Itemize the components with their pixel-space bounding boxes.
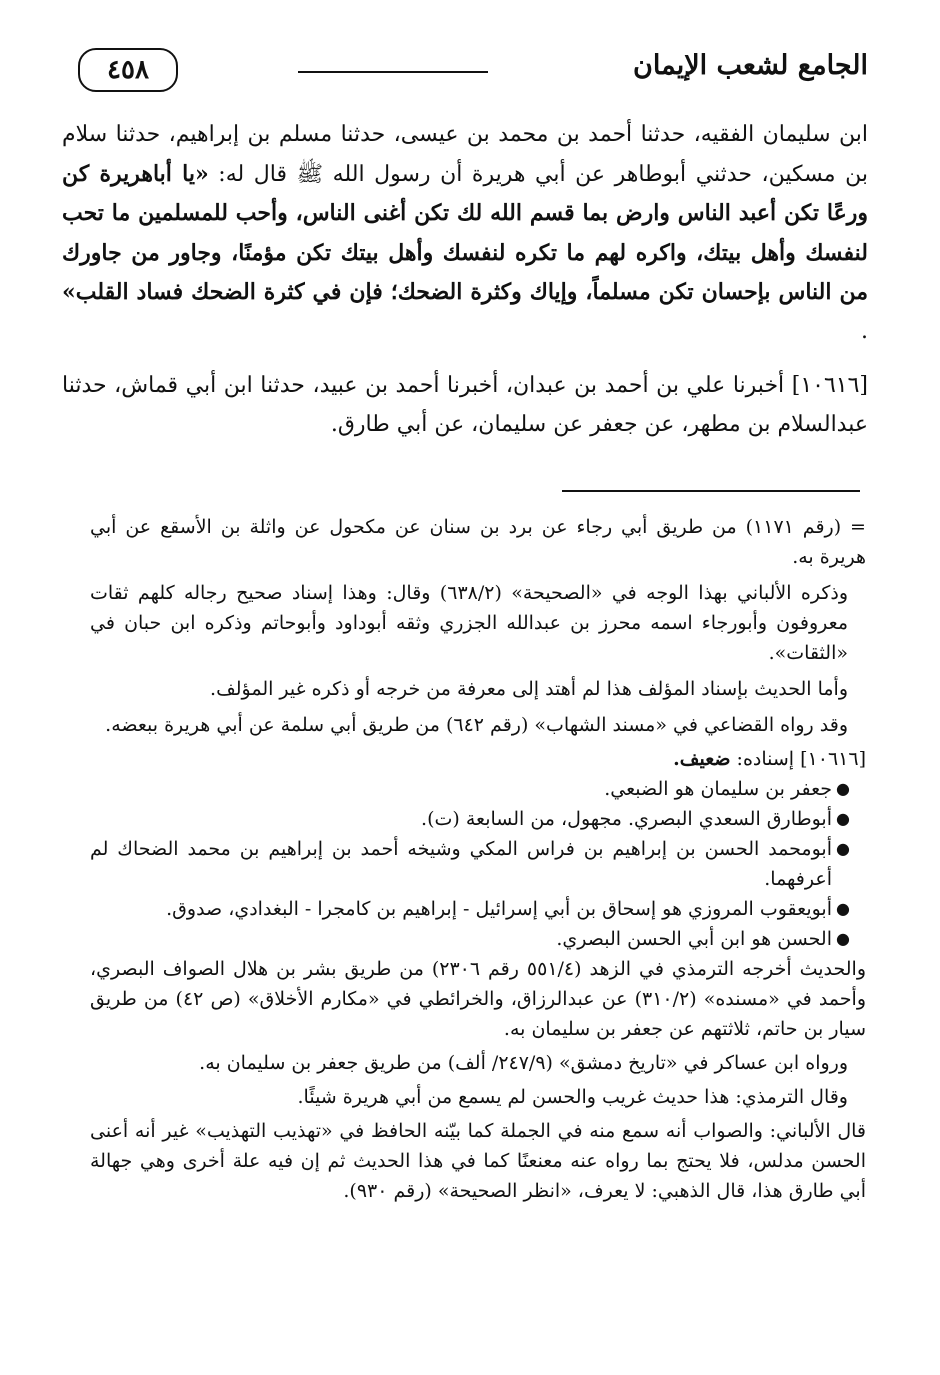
list-item [90,804,850,834]
list-item [90,894,850,924]
bullet-icon: ● [836,929,850,948]
main-text [62,116,868,444]
header-rule [298,71,488,73]
list-item-text: أبويعقوب المروزي هو إسحاق بن أبي إسرائيل - إبراهيم بن كامجرا - البغدادي، صدوق. [166,898,832,920]
note-albani-said: قال الألباني: والصواب أنه سمع منه في الجملة كما بيّنه الحافظ في «تهذيب التهذيب» غير أنه أعنى الحسن مدلس، فلا يحتج بما رواه عنه معنعنًا كما في هذا الحديث ثم إن فيه علة أخرى وهي جهالة أبي طارق هذا، قال الذهبي: لا يعرف، «انظر الصحيحة» (رقم ٩٣٠). [90,1120,866,1202]
bullet-icon: ● [836,779,850,798]
list-item-text: أبوطارق السعدي البصري. مجهول، من السابعة (ت). [421,808,832,830]
page-header [78,42,868,100]
note-continued: = (رقم ١١٧١) من طريق أبي رجاء عن برد بن سنان عن مكحول عن واثلة بن الأسقع عن أبي هريرة به. [90,516,866,568]
grade-value: ضعيف. [673,748,731,770]
bullet-icon: ● [836,809,850,828]
hadith-text: «يا أباهريرة كن ورعًا تكن أعبد الناس وارض بما قسم الله لك تكن أغنى الناس، وأحب للمسلمين ما تحب لنفسك وأهل بيتك، واكره لهم ما تكره لنفسك وأهل بيتك تكن مؤمنًا، وجاور من جاورك من الناس بإحسان تكن مسلماً، وإياك وكثرة الضحك؛ فإن في كثرة الضحك فساد القلب» [62,160,868,305]
hadith-end: . [861,318,868,344]
list-item [90,924,850,954]
note-author-isnad: وأما الحديث بإسناد المؤلف هذا لم أهتد إلى معرفة من خرجه أو ذكره غير المؤلف. [210,678,848,700]
list-item-text: الحسن هو ابن أبي الحسن البصري. [556,928,832,950]
footnotes [90,512,866,1212]
entry-10616: [١٠٦١٦] أخبرنا علي بن أحمد بن عبدان، أخبرنا أحمد بن عبيد، حدثنا ابن أبي قماش، حدثنا عبدالسلام بن مطهر، عن جعفر عن سليمان، عن أبي طارق. [62,373,868,437]
note-albani-mention: وذكره الألباني بهذا الوجه في «الصحيحة» (٦٣٨/٢) وقال: وهذا إسناد صحيح رجاله كلهم ثقات معروفون وأبورجاء اسمه محرز بن عبدالله الجزري وثقه أبوداود وأبوحاتم وذكره ابن حبان في «الثقات». [90,582,848,664]
hadith-paragraph [62,116,868,351]
note-tirmidhi-said: وقال الترمذي: هذا حديث غريب والحسن لم يسمع من أبي هريرة شيئًا. [297,1086,848,1108]
bullet-icon: ● [836,839,850,858]
running-title: الجامع لشعب الإيمان [633,50,868,81]
grade-heading [90,744,866,774]
list-item [90,774,850,804]
isnad-intro: ابن سليمان الفقيه، حدثنا أحمد بن محمد بن عيسى، حدثنا مسلم بن إبراهيم، حدثنا سلام بن مسكين، حدثني أبوطاهر عن أبي هريرة أن رسول الله ﷺ قال له: [62,122,868,187]
note-tirmidhi-zuhd: والحديث أخرجه الترمذي في الزهد (٥٥١/٤ رقم ٢٣٠٦) من طريق بشر بن هلال الصواف البصري، وأحمد في «مسنده» (٣١٠/٢) عن عبدالرزاق، والخرائطي في «مكارم الأخلاق» (ص ٤٢) من طريق سيار بن حاتم، ثلاثتهم عن جعفر بن سليمان به. [90,958,866,1040]
page-number-badge: ٤٥٨ [78,48,178,92]
list-item-text: جعفر بن سليمان هو الضبعي. [604,778,832,800]
narrator-list [90,774,866,954]
list-item-text: أبومحمد الحسن بن إبراهيم بن فراس المكي وشيخه أحمد بن إبراهيم بن محمد الضحاك لم أعرفهما. [90,838,832,890]
footnote-divider [562,490,860,492]
bullet-icon: ● [836,899,850,918]
grade-label: [١٠٦١٦] إسناده: [736,748,866,770]
note-qudai: وقد رواه القضاعي في «مسند الشهاب» (رقم ٦٤٢) من طريق أبي سلمة عن أبي هريرة ببعضه. [105,714,848,736]
note-ibn-asakir: ورواه ابن عساكر في «تاريخ دمشق» (٢٤٧/٩/ ألف) من طريق جعفر بن سليمان به. [199,1052,848,1074]
list-item [90,834,850,894]
